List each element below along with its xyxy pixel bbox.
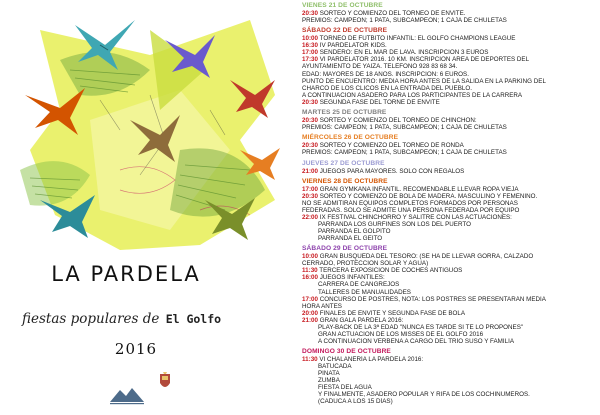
program-event xyxy=(302,235,598,242)
event-text: PREMIOS: CAMPEÓN; 1 PATA, SUBCAMPEÓN; 1 CAJA DE CHULETAS xyxy=(302,149,507,157)
program-event xyxy=(302,324,598,331)
event-time: 17:00 xyxy=(302,49,318,57)
poster-year: 2016 xyxy=(114,340,158,358)
program-event xyxy=(302,124,598,131)
program-event xyxy=(302,317,598,324)
event-text: PARRANDA EL GOLPITO xyxy=(318,228,391,236)
program-day xyxy=(302,178,598,242)
event-time: 10:00 xyxy=(302,35,318,43)
event-text: EDAD: MAYORES DE 18 AÑOS. INSCRIPCIÓN: 6 EUROS. xyxy=(302,70,469,78)
event-text: Y FINALMENTE, ASADERO POPULAR Y RIFA DE LOS COCHINÚMEROS. xyxy=(318,391,530,399)
event-text: SENDERO: EN EL MAR DE LAVA. INSCRIPCIÓN 3 EUROS xyxy=(318,49,489,57)
program-event xyxy=(302,253,598,260)
event-text: ZUMBA xyxy=(318,377,340,385)
sponsor-logo-mountain-icon xyxy=(106,384,148,406)
program-event xyxy=(302,214,598,221)
program-event xyxy=(302,281,598,288)
program-event xyxy=(302,384,598,391)
event-text: HORA ANTES xyxy=(302,302,342,310)
event-text: CHARCO DE LOS CLICOS EN LA ENTRADA DEL PUEBLO. xyxy=(302,84,472,92)
event-text: A CONTINUACIÓN VERBENA A CARGO DEL TRÍO SUSO Y FAMILIA xyxy=(318,337,515,345)
event-text: PARRANDA LOS GURFINES SON LOS DEL PUERTO xyxy=(318,220,471,228)
event-text: VI CHALANERÍA LA PARDELA 2016: xyxy=(317,356,424,364)
event-text: JUEGOS PARA MAYORES. SOLO CON REGALOS xyxy=(318,167,465,175)
day-title: MIÉRCOLES 26 DE OCTUBRE xyxy=(302,134,399,142)
event-text: FEDERADAS. SOLO SE ADMITE UNA PERSONA FEDERADA POR EQUIPO xyxy=(302,206,520,214)
event-text: GRAN GALA PARDELA 2016: xyxy=(318,316,404,324)
event-text: PIÑATA xyxy=(318,370,340,378)
event-time: 10:00 xyxy=(302,253,318,261)
event-time: 11:30 xyxy=(302,267,318,275)
event-text: GRAN BÚSQUEDA DEL TESORO: (SE HA DE LLEVAR GORRA, CALZADO xyxy=(318,253,534,261)
event-text: SORTEO Y COMIENZO DEL TORNEO DE CHINCHÓN: xyxy=(318,116,477,124)
event-text: TALLERES DE MANUALIDADES xyxy=(318,288,411,296)
day-title: MARTES 25 DE OCTUBRE xyxy=(302,108,387,116)
event-time: 20:30 xyxy=(302,192,318,200)
event-text: PREMIOS: CAMPEÓN; 1 PATA, SUBCAMPEÓN; 1 CAJA DE CHULETAS xyxy=(302,17,507,25)
event-time: 17:00 xyxy=(302,185,318,193)
program-event xyxy=(302,117,598,124)
program-event xyxy=(302,303,598,310)
program-event xyxy=(302,260,598,267)
event-text: CERRADO, PROTECCIÓN SOLAR Y AGUA) xyxy=(302,260,429,268)
event-text: IV PARDELATOR KIDS. xyxy=(318,42,387,50)
program-event xyxy=(302,267,598,274)
event-text: TORNEO DE FUTBITO INFANTIL: EL GOLFO CHAMPIONS LEAGUE xyxy=(318,35,516,43)
day-title: DOMINGO 30 DE OCTUBRE xyxy=(302,348,391,356)
program-day xyxy=(302,160,598,175)
event-time: 20:30 xyxy=(302,142,318,150)
program-event xyxy=(302,193,598,200)
event-text: FINALES DE ENVITE Y SEGUNDA FASE DE BOLA xyxy=(318,309,466,317)
sponsor-logo-crest-icon xyxy=(158,372,172,392)
event-text: IX FESTIVAL CHINCHORRO Y SALITRE CON LAS ACTUACIONES: xyxy=(318,213,512,221)
program-event xyxy=(302,17,598,24)
program-event xyxy=(302,274,598,281)
festival-program xyxy=(302,2,598,409)
event-time: 22:00 xyxy=(302,213,318,221)
day-title: VIERNES 28 DE OCTUBRE xyxy=(302,177,388,185)
event-time: 21:00 xyxy=(302,167,318,175)
poster-subtitle xyxy=(22,311,252,327)
program-event xyxy=(302,398,598,405)
program-event xyxy=(302,370,598,377)
event-text: GRAN GYMKANA INFANTIL. RECOMENDABLE LLEVAR ROPA VIEJA xyxy=(318,185,519,193)
event-time: 20:30 xyxy=(302,98,318,106)
program-event xyxy=(302,207,598,214)
program-event xyxy=(302,10,598,17)
program-event xyxy=(302,296,598,303)
event-text: NO SE ADMITIRÁN EQUIPOS COMPLETOS FORMADOS POR PERSONAS xyxy=(302,199,518,207)
event-text: JUEGOS INFANTILES: xyxy=(318,274,385,282)
day-title: JUEVES 27 DE OCTUBRE xyxy=(302,159,385,167)
program-day xyxy=(302,245,598,345)
event-text: SEGUNDA FASE DEL TORNE DE ENVITE xyxy=(318,98,440,106)
program-event xyxy=(302,92,598,99)
pardela-birds-illustration xyxy=(0,0,300,262)
program-event xyxy=(302,338,598,345)
program-event xyxy=(302,228,598,235)
program-event xyxy=(302,78,598,85)
place-name: El Golfo xyxy=(165,312,222,326)
event-text: AYUNTAMIENTO DE YAIZA. TELÉFONO 928 83 68 34. xyxy=(302,63,458,71)
program-event xyxy=(302,63,598,70)
event-text: (CADUCA A LOS 15 DÍAS) xyxy=(318,398,393,406)
program-day xyxy=(302,109,598,131)
event-text: GRAN ACTUACIÓN DE LOS MISSES DE EL GOLFO 2016 xyxy=(318,330,484,338)
day-title: SÁBADO 29 DE OCTUBRE xyxy=(302,245,388,253)
event-text: PARRANDA EL GEITO xyxy=(318,235,383,243)
program-event xyxy=(302,331,598,338)
event-time: 17:00 xyxy=(302,295,318,303)
event-time: 17:30 xyxy=(302,56,318,64)
event-time: 21:00 xyxy=(302,316,318,324)
program-day xyxy=(302,348,598,405)
event-text: PUNTO DE ENCUENTRO: MEDIA HORA ANTES DE LA SALIDA EN LA PARKING DEL xyxy=(302,77,546,85)
program-day xyxy=(302,134,598,156)
program-event xyxy=(302,71,598,78)
program-day xyxy=(302,2,598,24)
program-event xyxy=(302,391,598,398)
program-event xyxy=(302,149,598,156)
program-event xyxy=(302,42,598,49)
event-time: 20:30 xyxy=(302,10,318,17)
event-text: SORTEO Y COMIENZO DEL TORNEO DE ENVITE. xyxy=(318,10,466,17)
event-text: PLAY-BACK DE LA 3ª EDAD "NUNCA ES TARDE SI TE LO PROPONES" xyxy=(318,323,524,331)
program-event xyxy=(302,200,598,207)
program-event xyxy=(302,221,598,228)
program-event xyxy=(302,363,598,370)
day-title: SÁBADO 22 DE OCTUBRE xyxy=(302,27,388,35)
event-text: CONCURSO DE POSTRES, NOTA: LOS POSTRES SE PRESENTARÁN MEDIA xyxy=(318,295,546,303)
day-title: VIENES 21 DE OCTUBRE xyxy=(302,2,383,9)
program-event xyxy=(302,310,598,317)
event-text: VI PARDELATOR 2016. 10 KM. INSCRIPCIÓN ÁREA DE DEPORTES DEL xyxy=(318,56,530,64)
event-text: TERCERA EXPOSICIÓN DE COCHES ANTIGUOS xyxy=(317,267,463,275)
event-time: 20:00 xyxy=(302,309,318,317)
event-time: 20:30 xyxy=(302,116,318,124)
event-text: SORTEO Y COMIENZO DE BOLA DE MADERA. MASCULINO Y FEMENINO. xyxy=(318,192,538,200)
program-day xyxy=(302,27,598,105)
event-text: PREMIOS: CAMPEÓN; 1 PATA, SUBCAMPEÓN; 1 CAJA DE CHULETAS xyxy=(302,123,507,131)
event-text: FIESTA DEL AGUA xyxy=(318,384,372,392)
program-event xyxy=(302,49,598,56)
event-text: SORTEO Y COMIENZO DEL TORNEO DE RONDA xyxy=(318,142,464,150)
program-event xyxy=(302,377,598,384)
program-event xyxy=(302,35,598,42)
program-event xyxy=(302,142,598,149)
program-event xyxy=(302,56,598,63)
program-event xyxy=(302,356,598,363)
event-time: 16:30 xyxy=(302,42,318,50)
event-time: 16:00 xyxy=(302,274,318,282)
program-event xyxy=(302,168,598,175)
program-event xyxy=(302,99,598,106)
event-text: BATUCADA xyxy=(318,363,352,371)
program-event xyxy=(302,85,598,92)
event-time: 11:30 xyxy=(302,356,318,364)
program-event xyxy=(302,186,598,193)
program-event xyxy=(302,289,598,296)
subtitle-text: fiestas populares de xyxy=(22,311,160,327)
event-text: A CONTINUACIÓN ASADERO PARA LOS PARTICIPANTES DE LA CARRERA xyxy=(302,91,523,99)
poster-title: LA PARDELA xyxy=(51,262,201,286)
event-text: CARRERA DE CANGREJOS xyxy=(318,281,400,289)
